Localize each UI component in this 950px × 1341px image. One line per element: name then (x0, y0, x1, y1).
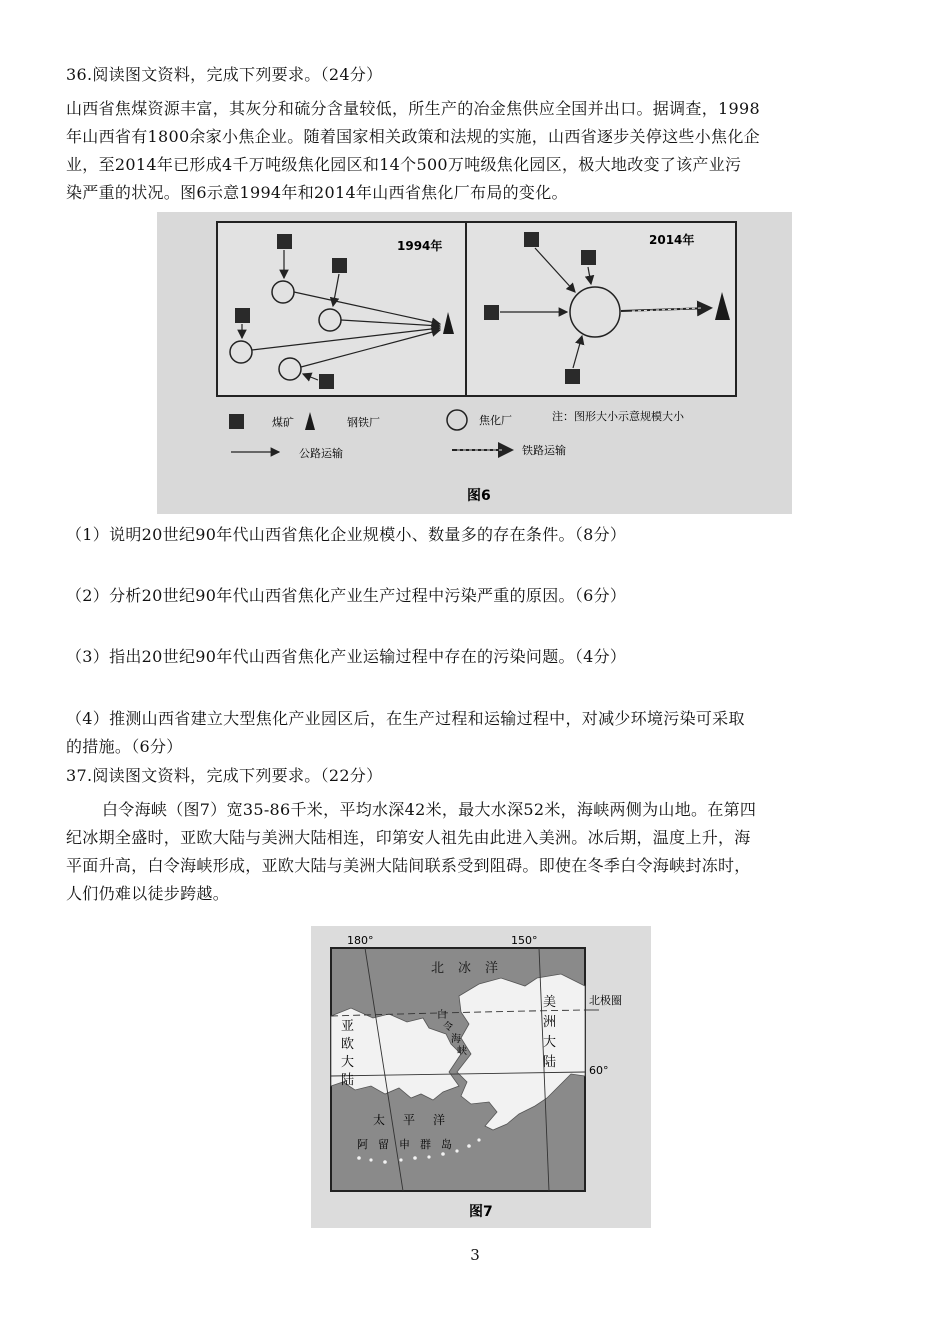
eurasia-label-2: 欧 (341, 1037, 355, 1052)
q36-sub-4-line-1: （4）推测山西省建立大型焦化产业园区后，在生产过程和运输过程中，对减少环境污染可采取 (66, 709, 745, 728)
q37-para-line-1: 白令海峡（图7）宽35-86千米，平均水深42米，最大水深52米，海峡两侧为山地。在第四 (102, 800, 757, 819)
eurasia-label-1: 亚 (341, 1019, 355, 1034)
america-label-2: 洲 (543, 1015, 557, 1030)
legend-steel: 钢铁厂 (347, 416, 380, 429)
coal-mine-icon (235, 308, 250, 323)
lon-150-label: 150° (511, 934, 538, 947)
label-1994: 1994年 (397, 239, 443, 253)
coal-mine-icon (332, 258, 347, 273)
aleutian-label: 阿留申群岛 (357, 1138, 462, 1151)
legend-road: 公路运输 (299, 447, 343, 460)
eurasia-label-4: 陆 (341, 1073, 355, 1088)
legend-coal: 煤矿 (272, 416, 294, 429)
figure-7-caption: 图7 (469, 1204, 493, 1220)
america-label-4: 陆 (543, 1055, 557, 1070)
figure-6-svg (157, 212, 792, 514)
q36-para-line-3: 业，至2014年已形成4千万吨级焦化园区和14个500万吨级焦化园区，极大地改变了该产业污 (66, 155, 742, 174)
figure-6-caption: 图6 (467, 488, 491, 504)
america-label-1: 美 (543, 995, 557, 1010)
legend-steel-icon (305, 412, 315, 430)
q36-sub-3: （3）指出20世纪90年代山西省焦化产业运输过程中存在的污染问题。（4分） (66, 647, 627, 666)
strait-label-2: 令 (443, 1022, 453, 1033)
legend-note: 注：图形大小示意规模大小 (552, 410, 684, 423)
strait-label-3: 海 (451, 1034, 461, 1045)
page-number: 3 (470, 1246, 480, 1264)
q36-para-line-1: 山西省焦煤资源丰富，其灰分和硫分含量较低，所生产的冶金焦供应全国并出口。据调查，1998 (66, 99, 760, 118)
coal-mine-icon (484, 305, 499, 320)
q37-header: 37.阅读图文资料，完成下列要求。（22分） (66, 766, 383, 785)
strait-label-4: 峡 (457, 1046, 467, 1057)
q37-para-line-2: 纪冰期全盛时，亚欧大陆与美洲大陆相连，印第安人祖先由此进入美洲。冰后期，温度上升，海 (66, 828, 751, 847)
q36-sub-2: （2）分析20世纪90年代山西省焦化产业生产过程中污染严重的原因。（6分） (66, 586, 627, 605)
america-label-3: 大 (543, 1035, 557, 1050)
q37-para-line-4: 人们仍难以徒步跨越。 (66, 884, 230, 903)
q36-para-line-2: 年山西省有1800余家小焦企业。随着国家相关政策和法规的实施，山西省逐步关停这些小焦化企 (66, 127, 760, 146)
q36-sub-1: （1）说明20世纪90年代山西省焦化企业规模小、数量多的存在条件。（8分） (66, 525, 627, 544)
figure-6 (157, 212, 792, 514)
q36-sub-4-line-2: 的措施。（6分） (66, 737, 183, 756)
coal-mine-icon (319, 374, 334, 389)
q36-para-line-4: 染严重的状况。图6示意1994年和2014年山西省焦化厂布局的变化。 (66, 183, 568, 202)
coal-mine-icon (581, 250, 596, 265)
coal-mine-icon (277, 234, 292, 249)
pacific-label: 太平洋 (373, 1113, 464, 1127)
legend-coking-icon (447, 410, 467, 430)
figure-7-svg (311, 926, 651, 1228)
lon-180-label: 180° (347, 934, 374, 947)
arctic-circle-label: 北极圈 (589, 994, 622, 1007)
coal-mine-icon (565, 369, 580, 384)
coal-mine-icon (524, 232, 539, 247)
legend-coal-icon (229, 414, 244, 429)
figure-7-map (311, 926, 651, 1228)
arctic-ocean-label: 北冰洋 (431, 961, 513, 976)
strait-label-1: 白 (437, 1010, 447, 1021)
q36-header: 36.阅读图文资料，完成下列要求。（24分） (66, 65, 383, 84)
legend-rail: 铁路运输 (522, 444, 566, 457)
legend-coking: 焦化厂 (479, 414, 512, 427)
label-2014: 2014年 (649, 233, 695, 247)
lat-60-label: 60° (589, 1064, 609, 1077)
eurasia-label-3: 大 (341, 1055, 355, 1070)
q37-para-line-3: 平面升高，白令海峡形成，亚欧大陆与美洲大陆间联系受到阻碍。即使在冬季白令海峡封冻时， (66, 856, 751, 875)
